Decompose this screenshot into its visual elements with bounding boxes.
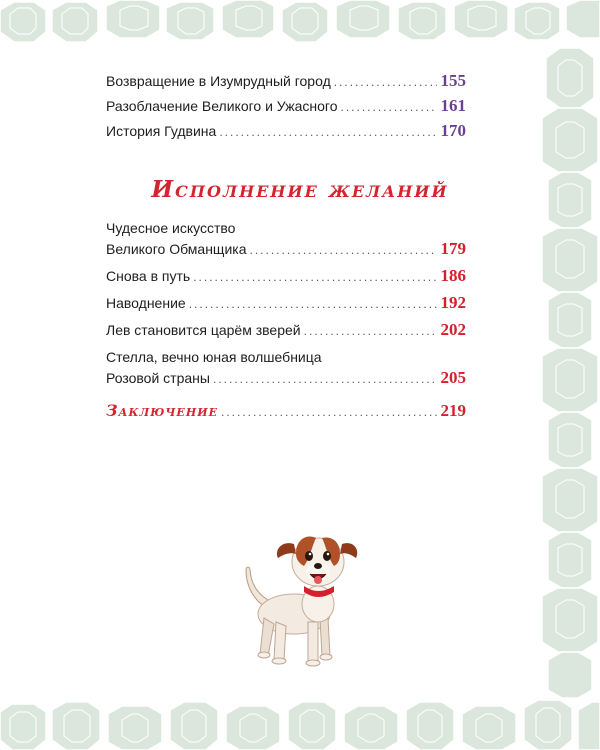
toc-entry-page: 202 (440, 320, 466, 339)
dot-leader (219, 121, 436, 143)
toc-entry[interactable] (106, 238, 466, 260)
gem-border-right (540, 0, 600, 750)
toc-entry-title: История Гудвина (106, 123, 217, 139)
dot-leader (304, 320, 437, 342)
toc-entry-title-line1: Чудесное искусство (106, 220, 236, 236)
gem-border-top (0, 0, 600, 48)
toc-entry-title: Лев становится царём зверей (106, 322, 301, 338)
toc-entry-title: Разоблачение Великого и Ужасного (106, 98, 338, 114)
toc-entry-page: 205 (440, 368, 466, 387)
toc-entry[interactable] (106, 265, 466, 287)
toc-entry-page: 219 (440, 401, 466, 420)
toc-entry-page: 179 (440, 239, 466, 258)
toc-entry-title: Великого Обманщика (106, 241, 247, 257)
toc-entry-title: Наводнение (106, 295, 186, 311)
dot-leader (340, 96, 436, 118)
toc-entry-page: 192 (440, 293, 466, 312)
gem-border-bottom (0, 696, 600, 750)
dog-illustration (238, 514, 362, 672)
dot-leader (334, 71, 437, 93)
toc-entry-page: 186 (440, 266, 466, 285)
toc-entry-title: Снова в путь (106, 268, 191, 284)
toc-entry-title: Возвращение в Изумрудный город (106, 73, 331, 89)
toc-entry[interactable] (106, 319, 466, 341)
toc-entry-title: Розовой страны (106, 370, 210, 386)
dot-leader (213, 368, 437, 390)
toc-entry[interactable] (106, 292, 466, 314)
dot-leader (193, 266, 436, 288)
section-heading: Исполнение желаний (151, 176, 449, 203)
toc-entry-page: 155 (440, 71, 466, 90)
toc-entry-title-line1: Стелла, вечно юная волшебница (106, 349, 322, 365)
toc-entry-page: 161 (440, 96, 466, 115)
toc-entry-page: 170 (440, 121, 466, 140)
toc-section (106, 218, 466, 389)
toc-entry-title: Заключение (106, 401, 218, 420)
toc-entry[interactable] (106, 400, 466, 422)
toc-entry[interactable] (106, 70, 466, 92)
toc-entry[interactable] (106, 367, 466, 389)
dot-leader (221, 401, 437, 423)
toc-entry[interactable] (106, 95, 466, 117)
toc-entry[interactable] (106, 120, 466, 142)
toc-conclusion (106, 400, 466, 422)
toc-top (106, 70, 466, 142)
dot-leader (189, 293, 437, 315)
dot-leader (250, 239, 437, 261)
